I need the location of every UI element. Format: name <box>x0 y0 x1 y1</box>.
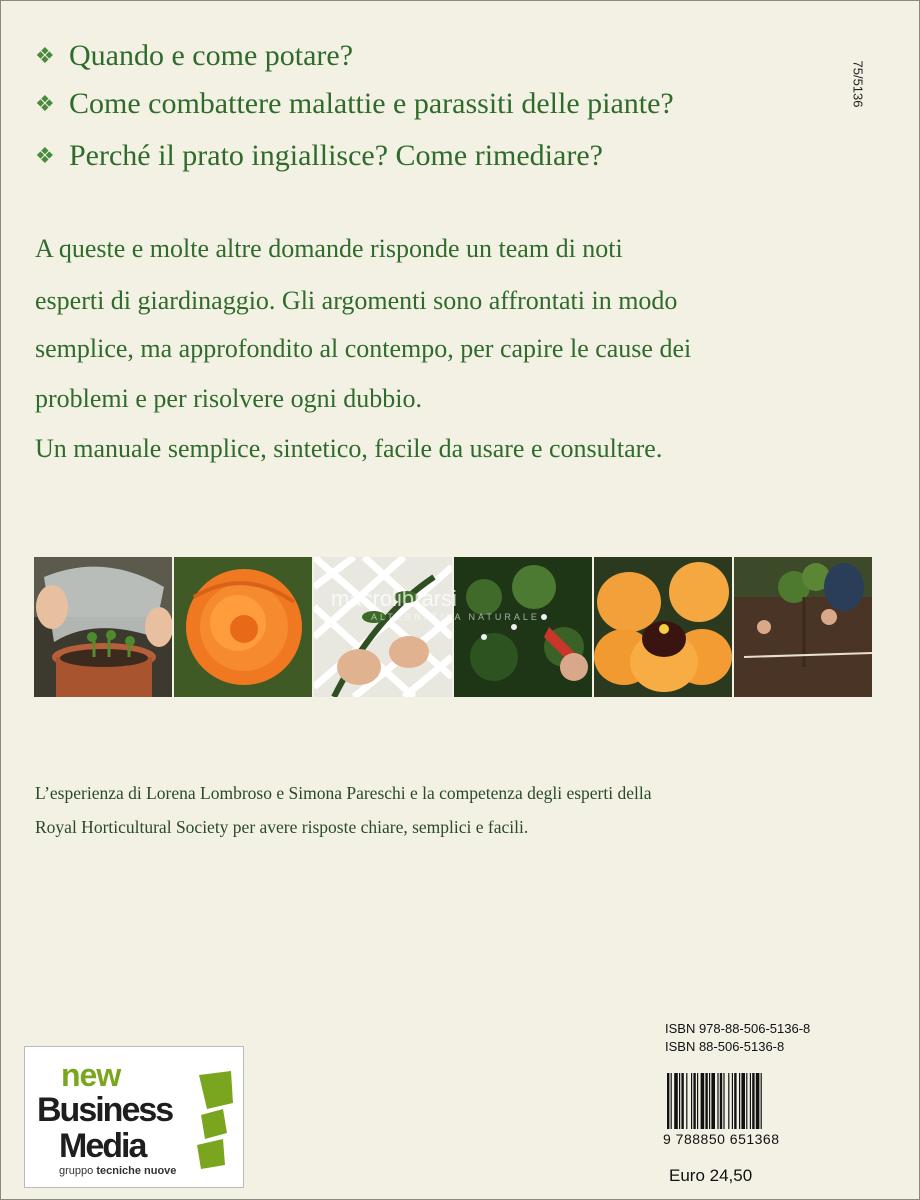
logo-shapes-icon <box>193 1069 237 1173</box>
description-line: Un manuale semplice, sintetico, facile da usare e consultare. <box>35 434 663 463</box>
publisher-logo <box>24 1046 244 1188</box>
isbn-10: ISBN 88-506-5136-8 <box>665 1039 785 1054</box>
photo-strip <box>34 557 872 697</box>
credits-line: Royal Horticultural Society per avere risposte chiare, semplici e facili. <box>35 817 529 837</box>
photo-trellis-tying <box>314 557 452 697</box>
description-line: A queste e molte altre domande risponde un team di noti <box>35 234 623 263</box>
photo-orange-begonia <box>174 557 312 697</box>
price: Euro 24,50 <box>669 1166 753 1185</box>
question-1: ❖ Quando e come potare? <box>35 39 354 72</box>
diamond-bullet-icon: ❖ <box>35 144 55 169</box>
photo-pruning-shrub <box>454 557 592 697</box>
diamond-bullet-icon: ❖ <box>35 92 55 117</box>
photo-planting-soil <box>734 557 872 697</box>
description-line: semplice, ma approfondito al contempo, per capire le cause dei <box>35 334 692 363</box>
logo-business: Business <box>37 1091 173 1129</box>
question-2: ❖ Come combattere malattie e parassiti delle piante? <box>35 87 674 120</box>
photo-seedling-pot <box>34 557 172 697</box>
photo-pansy <box>594 557 732 697</box>
isbn-13: ISBN 978-88-506-5136-8 <box>665 1021 811 1036</box>
catalog-code: 75/5136 <box>850 60 866 108</box>
logo-new: new <box>61 1057 121 1093</box>
barcode <box>665 1073 823 1129</box>
barcode-number: 9 788850 651368 <box>663 1131 780 1147</box>
diamond-bullet-icon: ❖ <box>35 44 55 69</box>
logo-media: Media <box>59 1127 146 1165</box>
description-line: esperti di giardinaggio. Gli argomenti sono affrontati in modo <box>35 286 678 315</box>
question-3: ❖ Perché il prato ingiallisce? Come rimediare? <box>35 139 603 172</box>
watermark: macrolibrarsi ALTERNATIVA NATURALE <box>331 586 540 622</box>
description-line: problemi e per risolvere ogni dubbio. <box>35 384 423 413</box>
credits-line: L’esperienza di Lorena Lombroso e Simona Pareschi e la competenza degli esperti della <box>35 783 652 803</box>
logo-group: gruppo tecniche nuove <box>59 1165 177 1177</box>
